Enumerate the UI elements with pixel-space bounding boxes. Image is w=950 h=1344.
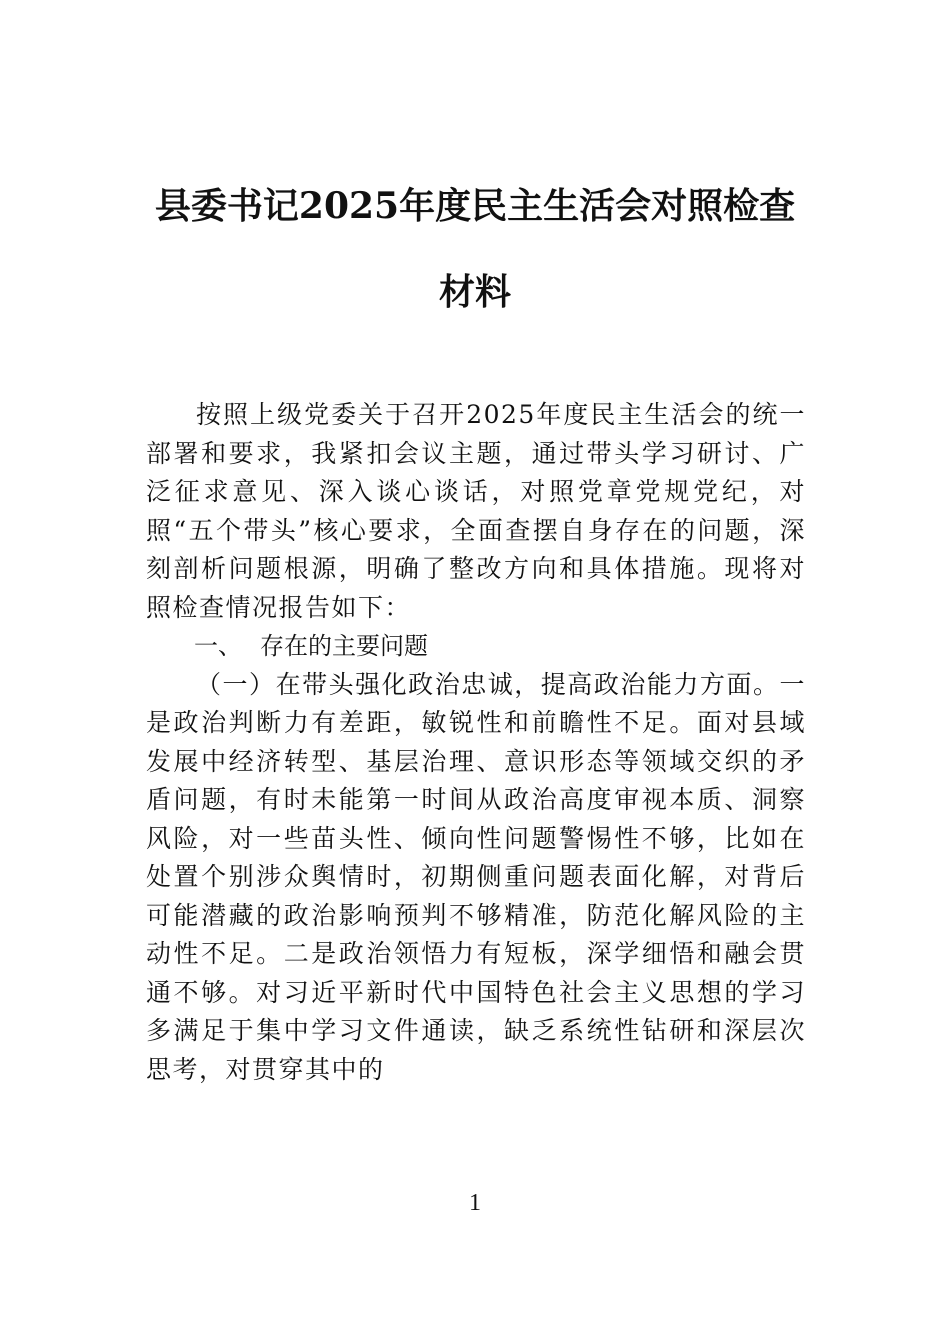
section-heading [146, 627, 806, 666]
section-heading-text: 存在的主要问题 [260, 632, 428, 660]
document-title: 县委书记2025年度民主生活会对照检查材料 [154, 185, 796, 313]
page-number: 1 [469, 1190, 481, 1216]
subsection-paragraph: （一）在带头强化政治忠诚，提高政治能力方面。一是政治判断力有差距，敏锐性和前瞻性不足。面对县域发展中经济转型、基层治理、意识形态等领域交织的矛盾问题，有时未能第一时间从政治高度审视本质、洞察风险，对一些苗头性、倾向性问题警惕性不够，比如在处置个别涉众舆情时，初期侧重问题表面化解，对背后可能潜藏的政治影响预判不够精准，防范化解风险的主动性不足。二是政治领悟力有短板，深学细悟和融会贯通不够。对习近平新时代中国特色社会主义思想的学习多满足于集中学习文件通读，缺乏系统性钻研和深层次思考，对贯穿其中的 [146, 669, 806, 1084]
document-body [146, 396, 806, 1089]
section-number: 一、 [194, 632, 242, 660]
intro-paragraph: 按照上级党委关于召开2025年度民主生活会的统一部署和要求，我紧扣会议主题，通过带头学习研讨、广泛征求意见、深入谈心谈话，对照党章党规党纪，对照“五个带头”核心要求，全面查摆自身存在的问题，深刻剖析问题根源，明确了整改方向和具体措施。现将对照检查情况报告如下： [146, 400, 806, 622]
